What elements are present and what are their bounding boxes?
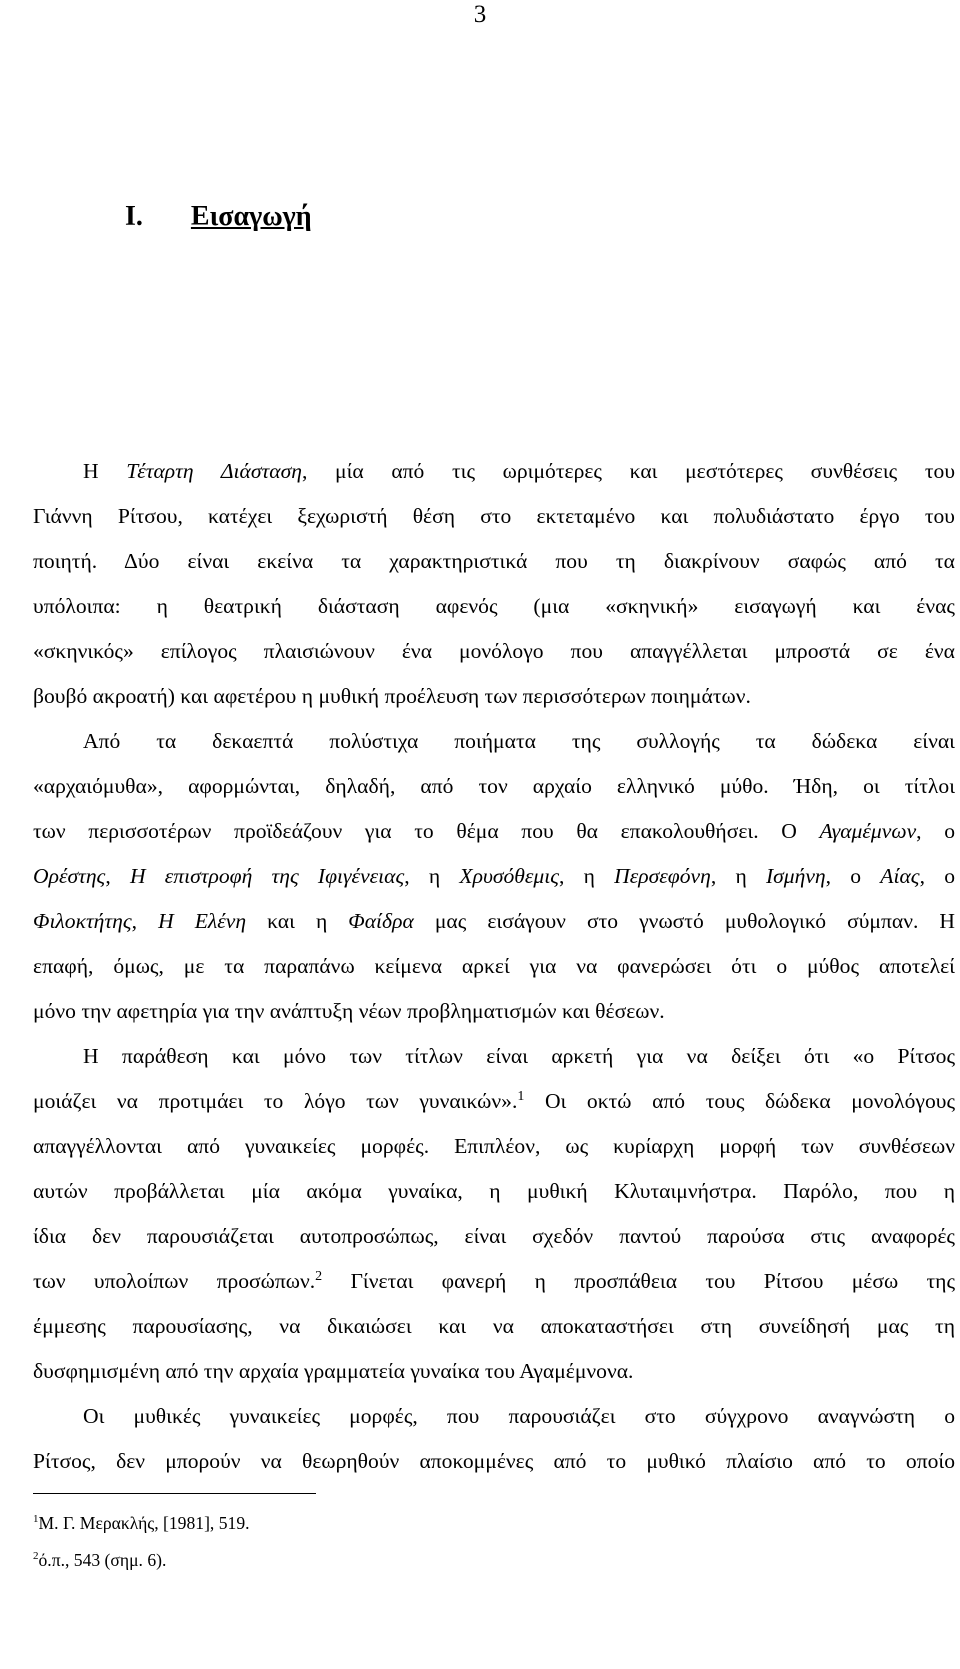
paragraph [33,449,955,719]
italic-title: Φιλοκτήτης [33,909,132,933]
text-line [33,584,955,629]
text-run: έμμεσης παρουσίασης, να δικαιώσει και να αποκαταστήσει στη συνείδησή μας τη [33,1314,955,1338]
footnote-ref: 1 [517,1088,525,1104]
text-run: , ο [916,819,955,843]
text-run: , η [559,864,615,888]
text-line [33,629,955,674]
text-run: , [131,909,159,933]
italic-title: Αγαμέμνων [819,819,917,843]
footnote-ref: 2 [315,1268,323,1284]
text-line [33,1349,955,1394]
text-run: ποιητή. Δύο είναι εκείνα τα χαρακτηριστικά που τη διακρίνουν σαφώς από τα [33,549,955,573]
text-line [33,944,955,989]
text-run: δυσφημισμένη από την αρχαία γραμματεία γυναίκα του Αγαμέμνονα. [33,1359,634,1383]
italic-title: Ορέστης [33,864,106,888]
text-run: μοιάζει να προτιμάει το λόγο των γυναικών». [33,1089,518,1113]
text-run: Η [83,459,127,483]
section-number: Ι. [125,201,143,232]
text-run: υπόλοιπα: η θεατρική διάσταση αφενός (μια «σκηνική» εισαγωγή και ένας [33,594,955,618]
text-run: , [105,864,130,888]
text-line [33,989,955,1034]
page-number: 3 [473,1,487,28]
paragraph [33,1034,955,1394]
section-title: Εισαγωγή [190,201,312,232]
text-line [33,1124,955,1169]
text-run: επαφή, όμως, με τα παραπάνω κείμενα αρκεί για να φανερώσει ότι ο μύθος αποτελεί [33,954,955,978]
footnote-mark: 1 [33,1513,39,1526]
paragraph [33,1394,955,1484]
text-run: «αρχαιόμυθα», αφορμώνται, δηλαδή, από τον αρχαίο ελληνικό μύθο. Ήδη, οι τίτλοι [33,774,955,798]
text-line [33,719,955,764]
text-line [33,494,955,539]
text-run: Γίνεται φανερή η προσπάθεια του Ρίτσου μέσω της [322,1269,955,1293]
text-line [33,764,955,809]
text-run: , η [404,864,460,888]
text-run: Ρίτσος, δεν μπορούν να θεωρηθούν αποκομμένες από το μυθικό πλαίσιο από το οποίο [33,1449,955,1473]
text-run: , ο [919,864,955,888]
text-line [33,449,955,494]
italic-title: Φαίδρα [348,909,414,933]
text-run: μας εισάγουν στο γνωστό μυθολογικό σύμπαν. Η [413,909,956,933]
text-run: απαγγέλλονται από γυναικείες μορφές. Επιπλέον, ως κυρίαρχη μορφή των συνθέσεων [33,1134,955,1158]
section-heading [125,200,312,234]
text-run: Από τα δεκαεπτά πολύστιχα ποιήματα της συλλογής τα δώδεκα είναι [83,729,955,753]
footnotes [33,1505,250,1579]
italic-title: Τέταρτη Διάσταση [126,459,302,483]
paragraph [33,719,955,1034]
text-line [33,1439,955,1484]
text-run: βουβό ακροατή) και αφετέρου η μυθική προέλευση των περισσότερων ποιημάτων. [33,684,751,708]
footnote [33,1505,250,1542]
footnote-text: Μ. Γ. Μερακλής, [1981], 519. [38,1513,250,1533]
italic-title: Χρυσόθεμις [459,864,560,888]
text-run: «σκηνικός» επίλογος πλαισιώνουν ένα μονόλογο που απαγγέλλεται μπροστά σε ένα [33,639,955,663]
footnote [33,1542,250,1579]
text-run: ίδια δεν παρουσιάζεται αυτοπροσώπως, είναι σχεδόν παντού παρούσα στις αναφορές [33,1224,955,1248]
text-run: , η [710,864,766,888]
text-line [33,539,955,584]
text-run: αυτών προβάλλεται μία ακόμα γυναίκα, η μυθική Κλυταιμνήστρα. Παρόλο, που η [33,1179,955,1203]
text-run: μόνο την αφετηρία για την ανάπτυξη νέων προβληματισμών και θέσεων. [33,999,665,1023]
italic-title: Αίας [880,864,920,888]
text-run: Οι οκτώ από τους δώδεκα μονολόγους [524,1089,955,1113]
italic-title: Περσεφόνη [614,864,711,888]
text-line [33,899,955,944]
text-line [33,1169,955,1214]
text-line [33,1259,955,1304]
italic-title: Η επιστροφή της Ιφιγένειας [129,864,405,888]
footnote-mark: 2 [33,1550,39,1563]
text-run: Οι μυθικές γυναικείες μορφές, που παρουσιάζει στο σύγχρονο αναγνώστη ο [83,1404,955,1428]
text-run: των περισσοτέρων προϊδεάζουν για το θέμα που θα επακολουθήσει. Ο [33,819,820,843]
text-line [33,1214,955,1259]
text-run: Γιάννη Ρίτσου, κατέχει ξεχωριστή θέση στο εκτεταμένο και πολυδιάστατο έργο του [33,504,955,528]
footnote-separator [33,1493,316,1494]
text-line [33,674,955,719]
italic-title: Η Ελένη [158,909,247,933]
text-line [33,1079,955,1124]
footnote-text: ό.π., 543 (σημ. 6). [38,1550,167,1570]
text-line [33,1394,955,1439]
text-run: , ο [825,864,881,888]
italic-title: Ισμήνη [765,864,826,888]
text-run: των υπολοίπων προσώπων. [33,1269,316,1293]
text-line [33,1304,955,1349]
text-run: και η [246,909,349,933]
text-run: , μία από τις ωριμότερες και μεστότερες συνθέσεις του [301,459,956,483]
text-line [33,1034,955,1079]
text-line [33,854,955,899]
body-text [33,449,955,1484]
text-line [33,809,955,854]
text-run: Η παράθεση και μόνο των τίτλων είναι αρκετή για να δείξει ότι «ο Ρίτσος [83,1044,955,1068]
